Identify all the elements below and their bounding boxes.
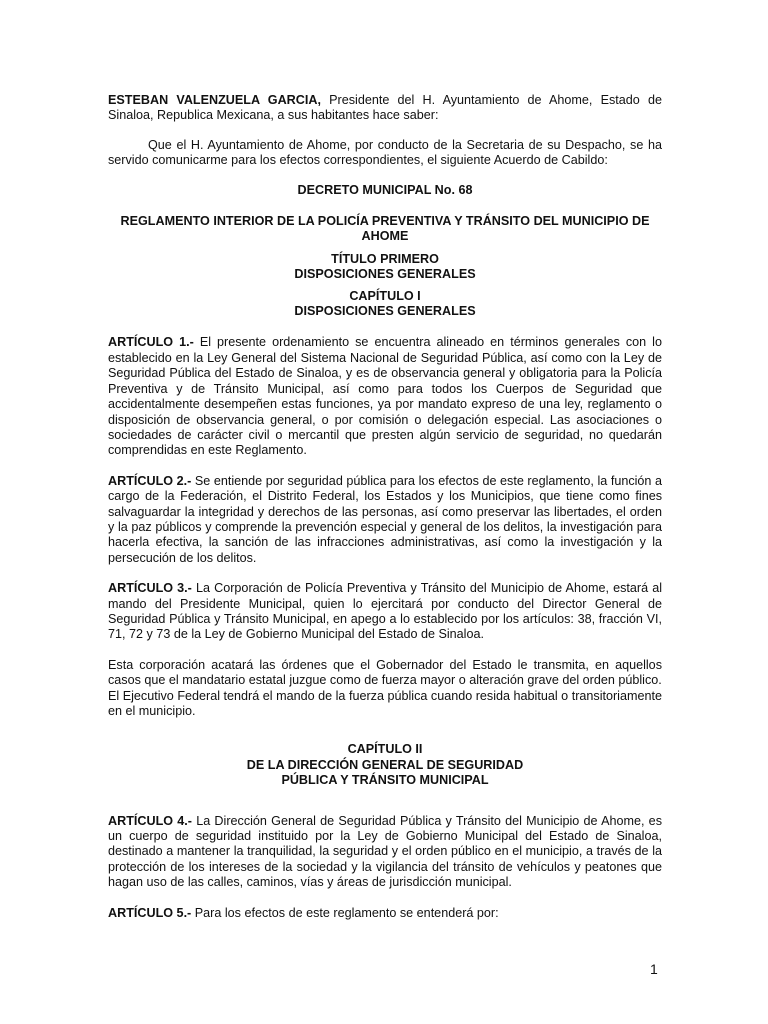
chapter-2-number: CAPÍTULO II — [347, 742, 423, 757]
chapter-2-heading — [108, 742, 662, 788]
chapter-1-number: CAPÍTULO I — [349, 288, 421, 303]
article-3-paragraph-2: Esta corporación acatará las órdenes que el Gobernador del Estado le transmita, en aquellos casos que el mandatario estatal juzgue como de fuerza mayor o alteración grave del orden público. — [108, 657, 662, 688]
intro-text: Presidente del H. Ayuntamiento de Ahome, Estado de Sinaloa, Republica Mexicana, a sus habitantes hace saber: — [108, 93, 662, 123]
decree-heading: DECRETO MUNICIPAL No. 68 — [297, 182, 473, 197]
article-3 — [108, 581, 662, 643]
intro-paragraph — [108, 93, 662, 124]
regulation-title: REGLAMENTO INTERIOR DE LA POLICÍA PREVENTIVA Y TRÁNSITO DEL MUNICIPIO DE AHOME — [120, 214, 650, 244]
title-name: DISPOSICIONES GENERALES — [294, 267, 476, 282]
article-2-text: Se entiende por seguridad pública para los efectos de este reglamento, la función a cargo de la Federación, el Distrito Federal, los Estados y los Municipios, que tiene como fines salvaguardar la integridad y derechos de las personas, así como preservar las libertades, el orden y la paz públicos y comprende la prevención especial y general de los delitos, la investigación para hacerla efectiva, la sanción de las infracciones administrativas, así como la investigación y la persecución de los delitos. — [108, 473, 662, 565]
article-5 — [108, 906, 662, 921]
article-1-label: ARTÍCULO 1.- — [108, 335, 194, 350]
article-4-text: La Dirección General de Seguridad Pública y Tránsito del Municipio de Ahome, es un cuerpo de seguridad instituido por la Ley de Gobierno Municipal del Estado de Sinaloa, destinado a mantener la tranquilidad, la seguridad y el orden público en el municipio, a través de la protección de los intereses de la sociedad y la vigilancia del tránsito de vehículos y peatones que hagan uso de las calles, caminos, vías y áreas de jurisdicción municipal. — [108, 813, 662, 890]
document-page — [108, 93, 662, 921]
article-2-label: ARTÍCULO 2.- — [108, 473, 192, 488]
article-1-text: El presente ordenamiento se encuentra alineado en términos generales con lo establecido en la Ley General del Sistema Nacional de Seguridad Pública, así como con la Ley de Seguridad Pública del Estado de Sinaloa, y es de observancia general y obligatoria para la Policía Preventiva y de Tránsito Municipal, así como para todos los Cuerpos de Seguridad que accidentalmente desempeñen estas funciones, ya por mandato expreso de una ley, reglamento o disposición de observancia general, o por comisión o delegación especial. Las asociaciones o sociedades de carácter civil o mercantil que presten algún servicio de seguridad, no quedarán comprendidas en este Reglamento. — [108, 335, 662, 458]
article-3-text: La Corporación de Policía Preventiva y Tránsito del Municipio de Ahome, estará al mando del Presidente Municipal, quien lo ejercitará por conducto del Director General de Seguridad Pública y Tránsito Municipal, en apego a lo establecido por los artículos: 38, fracción VI, 71, 72 y 73 de la Ley de Gobierno Municipal del Estado de Sinaloa. — [108, 581, 662, 642]
title-heading — [108, 252, 662, 283]
notice-paragraph: Que el H. Ayuntamiento de Ahome, por conducto de la Secretaria de su Despacho, se ha servido comunicarme para los efectos correspondientes, el siguiente Acuerdo de Cabildo: — [108, 137, 662, 168]
chapter-1-heading — [108, 289, 662, 320]
article-1 — [108, 335, 662, 458]
chapter-2-name-line-2: PÚBLICA Y TRÁNSITO MUNICIPAL — [281, 773, 489, 788]
article-5-label: ARTÍCULO 5.- — [108, 905, 192, 920]
article-4 — [108, 814, 662, 891]
article-3-paragraph-3: El Ejecutivo Federal tendrá el mando de la fuerza pública cuando resida habitual o transitoriamente en el municipio. — [108, 688, 662, 718]
article-3-label: ARTÍCULO 3.- — [108, 581, 192, 596]
page-number: 1 — [650, 961, 658, 977]
article-5-text: Para los efectos de este reglamento se entenderá por: — [191, 905, 499, 920]
author-name: ESTEBAN VALENZUELA GARCIA, — [108, 93, 321, 107]
article-2 — [108, 474, 662, 566]
chapter-2-name-line-1: DE LA DIRECCIÓN GENERAL DE SEGURIDAD — [246, 757, 524, 772]
title-number: TÍTULO PRIMERO — [331, 251, 439, 266]
article-4-label: ARTÍCULO 4.- — [108, 813, 192, 828]
chapter-1-name: DISPOSICIONES GENERALES — [294, 304, 476, 319]
